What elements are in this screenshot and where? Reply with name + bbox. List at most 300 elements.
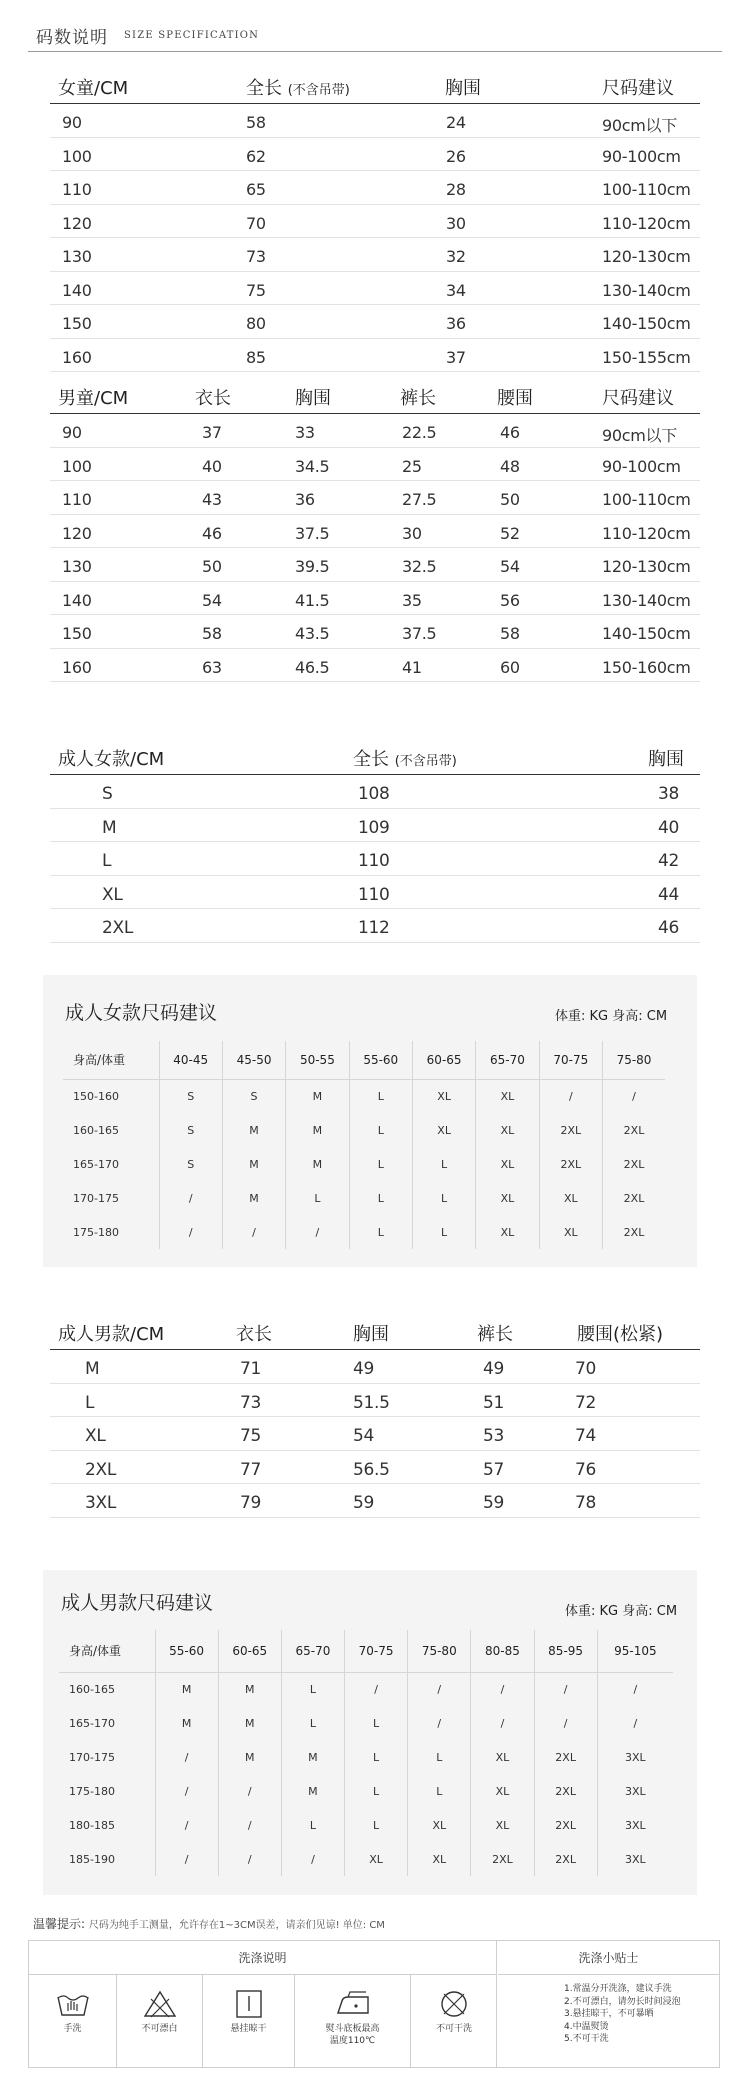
table-cell: 46: [202, 523, 222, 543]
grid-cell: 150-160: [63, 1079, 159, 1113]
grid-cell: /: [633, 1682, 638, 1696]
table-cell: 50: [500, 490, 520, 509]
grid-cell: 165-170: [63, 1147, 159, 1181]
header-subtitle: SIZE SPECIFICATION: [124, 30, 260, 41]
grid-cell: /: [218, 1774, 281, 1808]
tip-item: 3.悬挂晾干，不可暴晒: [564, 2009, 654, 2019]
header-cell: 腰围: [497, 388, 533, 409]
table-row: [50, 414, 700, 448]
table-cell: 80: [246, 314, 266, 333]
grid-cell: /: [155, 1808, 218, 1842]
grid-cell: L: [412, 1147, 475, 1181]
grid-cell: /: [534, 1672, 597, 1706]
table-cell: 36: [295, 490, 315, 509]
grid-cell: /: [218, 1808, 281, 1842]
table-row: [50, 104, 700, 138]
grid-cell: L: [286, 1181, 349, 1215]
grid-cell: XL: [476, 1181, 539, 1215]
table-cell: 37: [202, 423, 222, 442]
table-cell: 73: [246, 247, 266, 266]
table-cell: 54: [202, 590, 222, 610]
grid-cell: XL: [471, 1740, 534, 1774]
tip-item: 5.不可干洗: [564, 2034, 609, 2044]
care-instructions: [28, 1940, 720, 2068]
header-cell: 成人男款/CM: [58, 1324, 165, 1345]
grid-cell: M: [222, 1113, 285, 1147]
table-cell: 140: [62, 280, 92, 300]
grid-cell: 170-175: [63, 1181, 159, 1215]
grid-cell: S: [159, 1113, 222, 1147]
table-cell: 108: [358, 784, 390, 804]
grid-cell: 2XL: [534, 1740, 597, 1774]
grid-header-cell: 65-70: [476, 1041, 539, 1079]
grid-cell: L: [281, 1672, 344, 1706]
table-cell: 110: [358, 884, 390, 905]
grid-header-cell: 55-60: [155, 1630, 218, 1672]
grid-cell: XL: [412, 1079, 475, 1113]
grid-cell: M: [281, 1774, 344, 1808]
table-cell: 100: [62, 456, 92, 476]
table-cell: 160: [62, 657, 92, 677]
table-row: [50, 842, 700, 876]
grid-cell: M: [218, 1706, 281, 1740]
table-row: [50, 649, 700, 683]
men-size-table: [50, 1320, 700, 1518]
table-cell: 57: [483, 1459, 505, 1480]
table-cell: 77: [240, 1459, 262, 1480]
table-cell: 2XL: [85, 1459, 117, 1480]
table-cell: 39.5: [295, 557, 330, 576]
men-size-guide: [43, 1570, 697, 1895]
table-row: [50, 205, 700, 239]
header-cell: [246, 74, 350, 100]
grid-header-cell: 65-70: [281, 1630, 344, 1672]
grid-cell: 165-170: [59, 1706, 155, 1740]
no-dry-clean-icon: [437, 1989, 471, 2019]
header-cell: 衣长: [236, 1324, 272, 1345]
grid-cell: L: [281, 1706, 344, 1740]
header-cell: 成人女款/CM: [58, 749, 165, 770]
table-cell: 35: [402, 590, 422, 610]
table-cell: 120-130cm: [602, 557, 691, 576]
header-cell: 胸围: [295, 388, 331, 409]
grid-cell: M: [281, 1740, 344, 1774]
grid-cell: M: [218, 1740, 281, 1774]
table-cell: 79: [240, 1493, 262, 1513]
table-cell: 54: [353, 1426, 375, 1446]
table-cell: 40: [658, 817, 680, 838]
table-cell: 72: [575, 1392, 597, 1413]
grid-header-cell: 45-50: [222, 1041, 285, 1079]
grid-cell: XL: [476, 1215, 539, 1249]
grid-cell: XL: [471, 1774, 534, 1808]
header-cell: 裤长: [400, 388, 436, 409]
table-row: [50, 775, 700, 809]
grid-cell: 3XL: [625, 1750, 646, 1764]
grid-cell: L: [281, 1808, 344, 1842]
tip-item: 2.不可漂白，请勿长时间浸泡: [564, 1996, 681, 2007]
table-cell: 49: [483, 1359, 505, 1379]
grid-cell: L: [349, 1215, 412, 1249]
header-title: 码数说明: [36, 28, 108, 48]
table-cell: 2XL: [102, 918, 134, 938]
size-tip: [33, 1915, 385, 1932]
grid-row: [63, 1147, 665, 1181]
grid-cell: 2XL: [534, 1808, 597, 1842]
grid-cell: M: [286, 1147, 349, 1181]
table-cell: 41.5: [295, 590, 330, 610]
guide-units: 体重: KG 身高: CM: [555, 1009, 668, 1024]
table-cell: 32.5: [402, 557, 437, 576]
grid-row: [63, 1215, 665, 1249]
grid-cell: 160-165: [59, 1672, 155, 1706]
care-label: 不可干洗: [435, 2024, 472, 2034]
table-cell: 28: [446, 180, 466, 199]
table-cell: 130-140cm: [602, 590, 691, 610]
table-cell: 90cm以下: [602, 116, 677, 135]
grid-cell: S: [159, 1079, 222, 1113]
guide-title: 成人女款尺码建议: [65, 1002, 218, 1024]
grid-cell: /: [155, 1740, 218, 1774]
grid-row: [59, 1774, 673, 1808]
grid-cell: 2XL: [623, 1157, 645, 1171]
grid-header-cell: 80-85: [471, 1630, 534, 1672]
table-cell: 120: [62, 213, 92, 233]
grid-cell: XL: [539, 1181, 602, 1215]
table-cell: M: [85, 1359, 100, 1379]
table-cell: 85: [246, 347, 266, 367]
table-cell: 75: [240, 1426, 262, 1446]
table-cell: 56.5: [353, 1459, 390, 1480]
table-cell: XL: [85, 1426, 106, 1446]
table-cell: 48: [500, 456, 520, 476]
header-cell: 裤长: [477, 1324, 513, 1345]
grid-cell: L: [408, 1740, 471, 1774]
table-cell: 73: [240, 1392, 262, 1413]
table-cell: 160: [62, 347, 92, 367]
table-cell: 59: [353, 1493, 375, 1513]
table-row: [50, 1417, 700, 1451]
table-row: [50, 171, 700, 205]
care-tips-title: 洗涤小贴士: [498, 1941, 719, 1975]
grid-cell: 3XL: [625, 1784, 646, 1798]
table-cell: 100: [62, 146, 92, 166]
grid-header-cell: 75-80: [603, 1041, 665, 1079]
grid-cell: 185-190: [59, 1842, 155, 1876]
table-cell: 109: [358, 817, 390, 838]
grid-header-cell: 75-80: [408, 1630, 471, 1672]
table-cell: 42: [658, 851, 680, 871]
grid-header-row: [59, 1630, 673, 1672]
table-cell: 150-160cm: [602, 657, 691, 677]
table-row: [50, 1350, 700, 1384]
header-cell: 胸围: [353, 1324, 389, 1345]
grid-cell: M: [218, 1672, 281, 1706]
table-cell: 37.5: [295, 523, 330, 543]
care-left-panel: [29, 1941, 497, 2067]
table-cell: 34: [446, 280, 466, 300]
boys-size-table: [50, 384, 700, 682]
table-cell: 27.5: [402, 490, 437, 509]
header-cell: [353, 745, 457, 771]
grid-header-cell: 身高/体重: [63, 1041, 159, 1079]
header-cell: 胸围: [445, 78, 481, 99]
table-header: [50, 74, 700, 104]
no-bleach-icon: [143, 1989, 177, 2019]
grid-cell: 160-165: [63, 1113, 159, 1147]
grid-cell: XL: [471, 1808, 534, 1842]
tip-item: 4.中温熨烫: [564, 2021, 609, 2032]
table-cell: 22.5: [402, 423, 437, 442]
grid-cell: XL: [476, 1113, 539, 1147]
care-right-panel: [498, 1941, 719, 2067]
girls-size-table: [50, 74, 700, 372]
table-cell: 58: [246, 113, 266, 132]
grid-cell: M: [286, 1113, 349, 1147]
grid-header-row: [63, 1041, 665, 1079]
table-row: [50, 548, 700, 582]
care-title: 洗涤说明: [29, 1941, 496, 1975]
table-cell: 49: [353, 1359, 375, 1379]
care-item: [295, 1975, 411, 2067]
table-cell: 130: [62, 247, 92, 266]
grid-cell: 2XL: [623, 1225, 645, 1239]
grid-cell: XL: [476, 1079, 539, 1113]
grid-cell: XL: [408, 1808, 471, 1842]
table-cell: 54: [500, 557, 520, 576]
table-cell: 58: [202, 624, 222, 643]
grid-cell: XL: [345, 1842, 408, 1876]
table-cell: 71: [240, 1359, 262, 1379]
table-cell: L: [102, 851, 112, 871]
table-cell: 51.5: [353, 1392, 390, 1413]
grid-cell: /: [632, 1089, 636, 1103]
care-tips-list: [564, 1983, 681, 2046]
table-cell: 110-120cm: [602, 213, 691, 233]
grid-cell: /: [155, 1842, 218, 1876]
grid-cell: XL: [476, 1147, 539, 1181]
grid-cell: 2XL: [534, 1842, 597, 1876]
grid-cell: L: [349, 1147, 412, 1181]
grid-cell: 2XL: [534, 1774, 597, 1808]
table-row: [50, 1451, 700, 1485]
grid-cell: /: [408, 1672, 471, 1706]
table-row: [50, 809, 700, 843]
grid-cell: /: [534, 1706, 597, 1740]
table-row: [50, 1484, 700, 1518]
table-cell: 30: [402, 523, 422, 543]
grid-cell: /: [286, 1215, 349, 1249]
header-text: 全长: [353, 749, 389, 770]
table-cell: 110: [62, 180, 92, 199]
tip-label: 温馨提示:: [33, 1917, 86, 1931]
grid-row: [59, 1740, 673, 1774]
grid-cell: S: [159, 1147, 222, 1181]
grid-cell: /: [345, 1672, 408, 1706]
grid-cell: M: [222, 1181, 285, 1215]
grid-header-cell: 40-45: [159, 1041, 222, 1079]
grid-cell: 2XL: [623, 1123, 645, 1137]
table-cell: 58: [500, 624, 520, 643]
table-cell: 60: [500, 657, 520, 677]
table-cell: 90: [62, 423, 82, 442]
table-cell: 59: [483, 1493, 505, 1513]
table-cell: 140: [62, 590, 92, 610]
table-row: [50, 481, 700, 515]
grid-cell: XL: [408, 1842, 471, 1876]
table-cell: 150-155cm: [602, 347, 691, 367]
table-cell: 130-140cm: [602, 280, 691, 300]
table-cell: 120: [62, 523, 92, 543]
grid-header-cell: 70-75: [345, 1630, 408, 1672]
grid-cell: L: [408, 1774, 471, 1808]
header-cell: 女童/CM: [58, 78, 129, 99]
table-cell: 120-130cm: [602, 247, 691, 266]
grid-cell: L: [412, 1215, 475, 1249]
table-cell: 110: [358, 851, 390, 871]
table-row: [50, 909, 700, 943]
table-row: [50, 272, 700, 306]
grid-cell: 2XL: [471, 1842, 534, 1876]
table-cell: 112: [358, 918, 390, 938]
iron-icon: [334, 1989, 372, 2019]
grid-row: [63, 1079, 665, 1113]
table-cell: 140-150cm: [602, 624, 691, 643]
grid-cell: XL: [539, 1215, 602, 1249]
grid-cell: /: [218, 1842, 281, 1876]
header-text: 全长: [246, 78, 282, 99]
table-cell: 70: [575, 1359, 597, 1379]
table-cell: 46: [500, 423, 520, 442]
grid-cell: M: [155, 1706, 218, 1740]
hang-dry-icon: [232, 1989, 266, 2019]
women-guide-grid: [63, 1041, 665, 1249]
grid-cell: 175-180: [63, 1215, 159, 1249]
table-cell: 30: [446, 213, 466, 233]
table-cell: 90-100cm: [602, 146, 681, 166]
table-cell: 46.5: [295, 657, 330, 677]
grid-cell: 2XL: [539, 1113, 602, 1147]
table-cell: 26: [446, 146, 466, 166]
table-cell: 43.5: [295, 624, 330, 643]
table-cell: 56: [500, 590, 520, 610]
table-cell: S: [102, 784, 113, 804]
grid-cell: M: [222, 1147, 285, 1181]
grid-header-cell: 50-55: [286, 1041, 349, 1079]
care-label: 手洗: [63, 2024, 82, 2034]
grid-header-cell: 身高/体重: [59, 1630, 155, 1672]
table-cell: 37.5: [402, 624, 437, 643]
table-cell: 63: [202, 657, 222, 677]
table-cell: 53: [483, 1426, 505, 1446]
table-row: [50, 515, 700, 549]
grid-cell: 2XL: [539, 1147, 602, 1181]
care-item: [117, 1975, 203, 2067]
table-row: [50, 238, 700, 272]
grid-cell: M: [155, 1672, 218, 1706]
table-cell: 62: [246, 146, 266, 166]
grid-cell: L: [345, 1740, 408, 1774]
table-cell: 44: [658, 884, 680, 905]
table-row: [50, 615, 700, 649]
grid-header-cell: 60-65: [412, 1041, 475, 1079]
table-cell: 70: [246, 213, 266, 233]
grid-cell: /: [159, 1181, 222, 1215]
header-note: (不含吊带): [394, 754, 457, 769]
header-cell: 衣长: [195, 388, 231, 409]
table-row: [50, 138, 700, 172]
care-label: 熨斗底板最高: [325, 2024, 380, 2034]
grid-cell: 3XL: [625, 1852, 646, 1866]
grid-cell: /: [408, 1706, 471, 1740]
table-cell: 90: [62, 113, 82, 132]
table-cell: 32: [446, 247, 466, 266]
grid-cell: 180-185: [59, 1808, 155, 1842]
care-label: 不可漂白: [141, 2024, 178, 2034]
grid-row: [59, 1672, 673, 1706]
table-cell: L: [85, 1392, 95, 1413]
grid-cell: /: [159, 1215, 222, 1249]
grid-header-cell: 85-95: [534, 1630, 597, 1672]
grid-cell: L: [349, 1113, 412, 1147]
grid-cell: S: [222, 1079, 285, 1113]
care-item: [29, 1975, 117, 2067]
care-label: 悬挂晾干: [230, 2024, 267, 2034]
hand-wash-icon: [56, 1989, 90, 2019]
table-header: [50, 384, 700, 414]
grid-cell: /: [539, 1079, 602, 1113]
table-cell: 76: [575, 1459, 597, 1480]
table-cell: 37: [446, 347, 466, 367]
grid-cell: M: [286, 1079, 349, 1113]
grid-cell: L: [349, 1079, 412, 1113]
table-cell: 130: [62, 557, 92, 576]
table-cell: 40: [202, 456, 222, 476]
table-row: [50, 1384, 700, 1418]
header-note: (不含吊带): [287, 83, 350, 98]
table-cell: 150: [62, 624, 92, 643]
women-size-guide: [43, 975, 697, 1267]
grid-cell: L: [345, 1706, 408, 1740]
grid-row: [59, 1808, 673, 1842]
table-cell: 110: [62, 490, 92, 509]
grid-cell: 175-180: [59, 1774, 155, 1808]
grid-cell: 170-175: [59, 1740, 155, 1774]
guide-title: 成人男款尺码建议: [61, 1592, 214, 1614]
grid-row: [63, 1113, 665, 1147]
table-row: [50, 448, 700, 482]
grid-row: [63, 1181, 665, 1215]
table-cell: 25: [402, 456, 422, 476]
table-cell: 51: [483, 1392, 505, 1413]
table-cell: 41: [402, 657, 422, 677]
table-cell: 38: [658, 784, 680, 804]
table-cell: 90cm以下: [602, 426, 677, 445]
header-cell: 胸围: [648, 749, 684, 770]
table-cell: 150: [62, 314, 92, 333]
table-cell: 100-110cm: [602, 490, 691, 509]
section-header: [28, 22, 722, 52]
table-cell: 36: [446, 314, 466, 333]
grid-header-cell: 60-65: [218, 1630, 281, 1672]
header-cell: 腰围(松紧): [577, 1324, 664, 1345]
tip-text: 尺码为纯手工测量，允许存在1~3CM误差，请亲们见谅! 单位: CM: [88, 1920, 385, 1931]
guide-units: 体重: KG 身高: CM: [565, 1604, 678, 1619]
grid-cell: 2XL: [623, 1191, 645, 1205]
grid-header-cell: 95-105: [597, 1630, 673, 1672]
table-row: [50, 339, 700, 373]
table-row: [50, 876, 700, 910]
